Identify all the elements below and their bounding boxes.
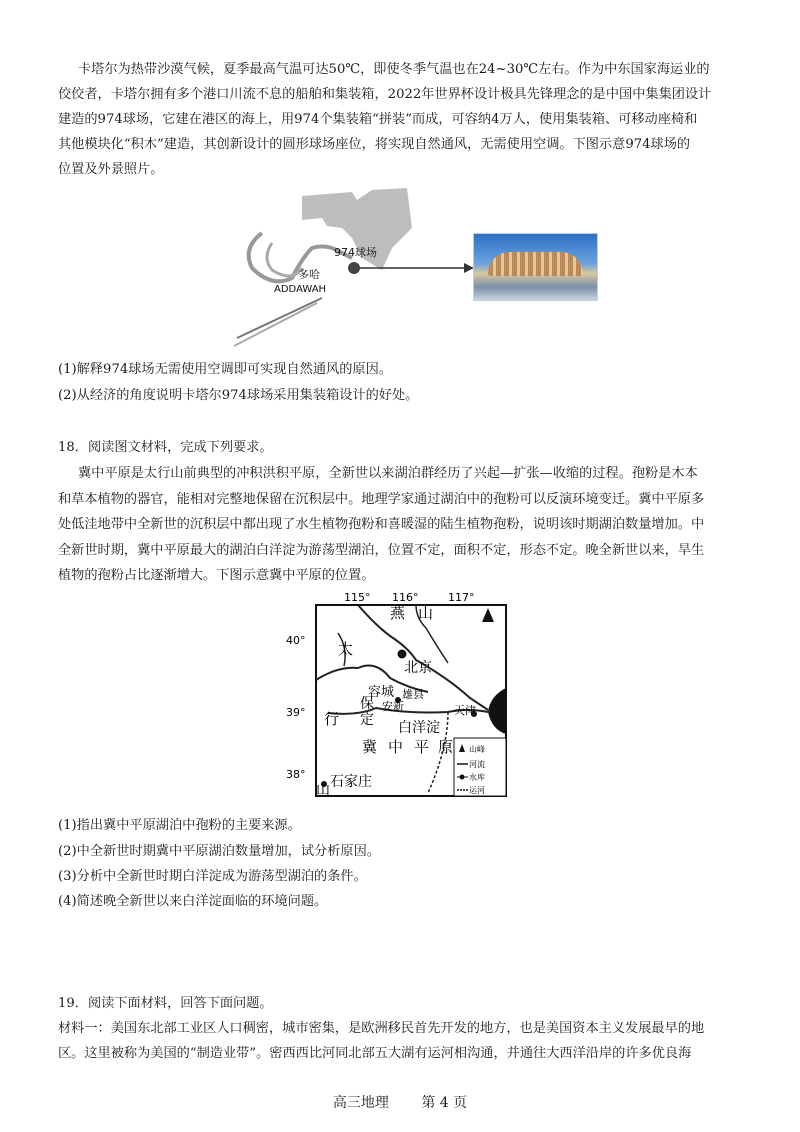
label-ping: 平 xyxy=(414,738,430,756)
q17-line-2: 佼佼者，卡塔尔拥有多个港口川流不息的船舶和集装箱，2022年世界杯设计极具先锋理念的是中国中集集团设计 xyxy=(58,87,712,102)
stadium-label: 974球场 xyxy=(334,246,377,259)
label-ji: 冀 xyxy=(362,738,378,756)
q17-line-1: 卡塔尔为热带沙漠气候，夏季最高气温可达50℃，即使冬季气温也在24~30℃左右。作为中东国家海运业的 xyxy=(78,62,710,77)
doha-cn-label: 多哈 xyxy=(298,268,320,281)
legend-peak: 山峰 xyxy=(469,745,485,754)
stadium-structure xyxy=(488,252,583,276)
label-anxin: 安新 xyxy=(382,700,404,713)
jizhong-map xyxy=(286,588,513,800)
lat-label-38: 38° xyxy=(286,768,306,781)
lon-label-117: 117° xyxy=(448,591,475,604)
label-xiongxian: 雄县 xyxy=(402,688,424,701)
q17-line-3: 建造的974球场，它建在港区的海上，用974个集装箱“拼装”而成，可容纳4万人，使用集装箱、可移动座椅和 xyxy=(58,112,698,127)
label-yuan: 原 xyxy=(438,738,454,756)
label-shan-s: 山 xyxy=(316,782,330,798)
q17-question-1: (1)解释974球场无需使用空调即可实现自然通风的原因。 xyxy=(58,362,392,377)
label-shan-n: 山 xyxy=(418,604,434,622)
q18-line-4: 全新世时期，冀中平原最大的湖泊白洋淀为游荡型湖泊，位置不定，面积不定，形态不定。晚全新世以来，旱生 xyxy=(58,543,705,558)
q18-line-1: 冀中平原是太行山前典型的冲积洪积平原，全新世以来湖泊群经历了兴起—扩张—收缩的过程。孢粉是木本 xyxy=(78,466,698,481)
q18-line-3: 处低洼地带中全新世的沉积层中都出现了水生植物孢粉和喜暖湿的陆生植物孢粉，说明该时期湖泊数量增加。中 xyxy=(58,517,705,532)
label-zhong: 中 xyxy=(388,738,404,756)
q18-line-5: 植物的孢粉占比逐渐增大。下图示意冀中平原的位置。 xyxy=(58,568,375,583)
q18-question-4: (4)简述晚全新世以来白洋淀面临的环境问题。 xyxy=(58,894,328,909)
label-hang: 行 xyxy=(324,710,340,728)
q19-line-1: 材料一：美国东北部工业区人口稠密，城市密集，是欧洲移民首先开发的地方，也是美国资本主义发展最早的地 xyxy=(58,1021,705,1036)
legend-reservoir: 水库 xyxy=(469,773,485,782)
q18-question-1: (1)指出冀中平原湖泊中孢粉的主要来源。 xyxy=(58,818,301,833)
lat-label-40: 40° xyxy=(286,634,306,647)
doha-en-label: ADDAWAH xyxy=(274,284,327,295)
label-rongcheng: 容城 xyxy=(368,685,395,700)
q18-title: 18．阅读图文材料，完成下列要求。 xyxy=(58,440,273,455)
q19-title: 19．阅读下面材料，回答下面问题。 xyxy=(58,996,273,1011)
label-beijing: 北京 xyxy=(404,660,432,676)
road-diagonal-2 xyxy=(234,303,317,346)
legend-river: 河流 xyxy=(469,760,485,769)
q18-question-2: (2)中全新世时期冀中平原湖泊数量增加，试分析原因。 xyxy=(58,844,380,859)
road-diagonal xyxy=(237,298,322,338)
lon-label-115: 115° xyxy=(344,591,371,604)
footer-subject: 高三地理 xyxy=(332,1095,389,1111)
stadium-photo xyxy=(473,233,598,301)
label-yan: 燕 xyxy=(390,604,406,622)
label-tai: 太 xyxy=(338,640,354,658)
label-tianjin: 天津 xyxy=(454,704,476,717)
lat-label-39: 39° xyxy=(286,706,306,719)
stadium-marker-icon xyxy=(348,262,360,274)
q18-question-3: (3)分析中全新世时期白洋淀成为游荡型湖泊的条件。 xyxy=(58,869,367,884)
q17-question-2: (2)从经济的角度说明卡塔尔974球场采用集装箱设计的好处。 xyxy=(58,388,419,403)
q17-line-4: 其他模块化“积木”建造，其创新设计的圆形球场座位，将实现自然通风，无需使用空调。下图示意974球场的 xyxy=(58,137,691,152)
label-bao: 保 xyxy=(360,696,374,712)
q17-line-5: 位置及外景照片。 xyxy=(58,162,164,177)
lon-label-116: 116° xyxy=(392,591,419,604)
q18-line-2: 和草本植物的器官，能相对完整地保留在沉积层中。地理学家通过湖泊中的孢粉可以反演环境变迁。冀中平原多 xyxy=(58,492,705,507)
footer-page-number: 第 4 页 xyxy=(421,1095,468,1111)
legend-canal: 运河 xyxy=(469,786,485,795)
label-baiyangdian: 白洋淀 xyxy=(398,720,440,736)
beijing-dot xyxy=(398,650,407,659)
q17-figure xyxy=(232,188,512,348)
q19-line-2: 区。这里被称为美国的“制造业带”。密西西比河同北部五大湖有运河相沟通，并通往大西洋沿岸的许多优良海 xyxy=(58,1046,692,1061)
page-footer xyxy=(0,1092,800,1112)
doha-map xyxy=(232,188,512,348)
label-shijiazhuang: 石家庄 xyxy=(330,774,372,790)
label-ding: 定 xyxy=(360,712,374,728)
